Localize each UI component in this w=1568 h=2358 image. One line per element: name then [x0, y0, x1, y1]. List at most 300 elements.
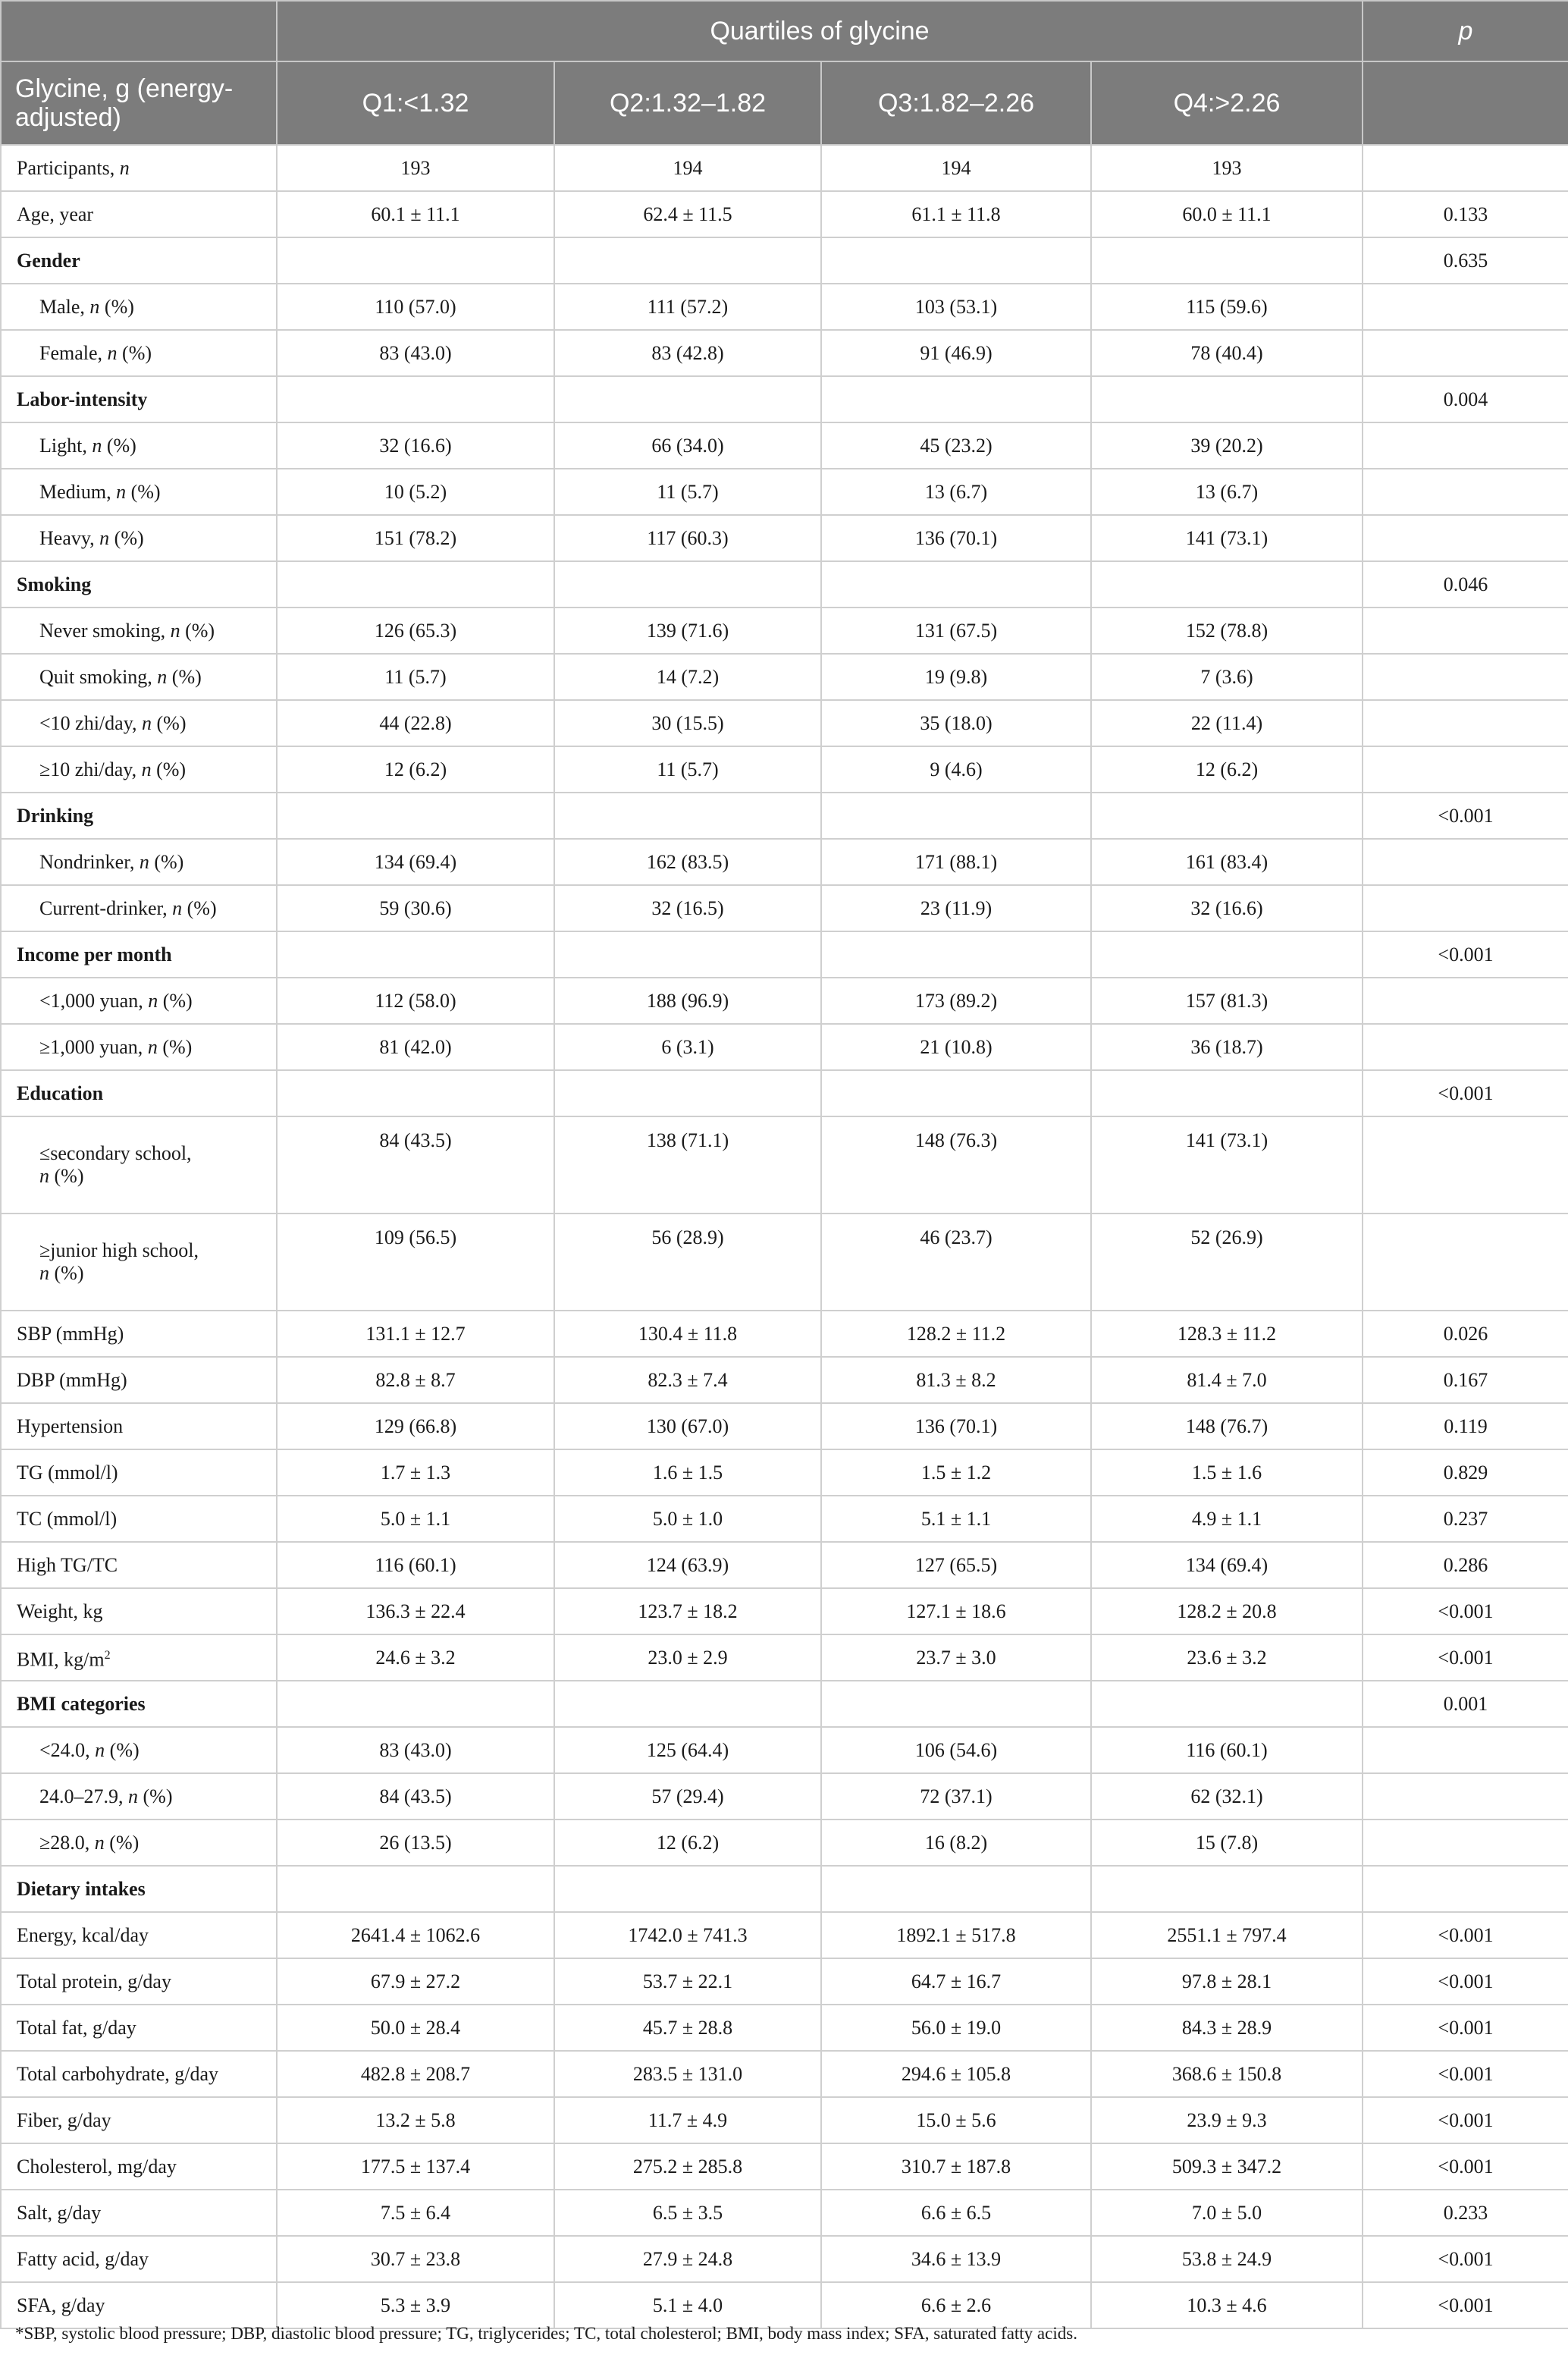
cell-q1: 13.2 ± 5.8 [277, 2097, 554, 2143]
row-label [1, 191, 277, 237]
cell-q1: 116 (60.1) [277, 1542, 554, 1588]
cell-q4: 128.2 ± 20.8 [1091, 1588, 1363, 1634]
cell-q2: 6.5 ± 3.5 [554, 2190, 821, 2236]
cell-q2 [554, 793, 821, 839]
cell-q1: 1.7 ± 1.3 [277, 1449, 554, 1496]
cell-p-value [1363, 1866, 1568, 1912]
row-label-n: n [39, 1262, 49, 1284]
cell-q1 [277, 1866, 554, 1912]
cell-q3: 56.0 ± 19.0 [821, 2005, 1091, 2051]
table-row [1, 1588, 1568, 1634]
cell-q2: 62.4 ± 11.5 [554, 191, 821, 237]
row-label [1, 1214, 277, 1311]
row-label-suffix: (%) [157, 1035, 193, 1058]
row-label [1, 746, 277, 793]
cell-q4: 509.3 ± 347.2 [1091, 2143, 1363, 2190]
table-row [1, 2005, 1568, 2051]
cell-q4: 115 (59.6) [1091, 284, 1363, 330]
table-row [1, 1311, 1568, 1357]
table-body [1, 145, 1568, 2328]
cell-q2 [554, 1681, 821, 1727]
cell-q1: 84 (43.5) [277, 1773, 554, 1820]
table-row [1, 1070, 1568, 1116]
cell-q3: 23.7 ± 3.0 [821, 1634, 1091, 1681]
quartile-header-q4: Q4:>2.26 [1091, 61, 1363, 145]
cell-q4: 368.6 ± 150.8 [1091, 2051, 1363, 2097]
cell-p-value [1363, 1024, 1568, 1070]
row-label-n: n [107, 341, 118, 364]
row-label-text: SFA, g/day [17, 2294, 105, 2316]
row-label-suffix: (%) [49, 1165, 84, 1187]
row-label-n: n [170, 619, 180, 642]
cell-q4: 128.3 ± 11.2 [1091, 1311, 1363, 1357]
table-row [1, 145, 1568, 191]
cell-q3 [821, 561, 1091, 608]
cell-q1: 193 [277, 145, 554, 191]
row-label [1, 1024, 277, 1070]
row-label-text: Fiber, g/day [17, 2108, 111, 2131]
row-label [1, 1403, 277, 1449]
cell-p-value: <0.001 [1363, 1958, 1568, 2005]
cell-q4: 134 (69.4) [1091, 1542, 1363, 1588]
row-label [1, 1496, 277, 1542]
cell-p-value [1363, 839, 1568, 885]
row-label-n: n [142, 711, 152, 734]
cell-q2: 11 (5.7) [554, 746, 821, 793]
cell-q4: 141 (73.1) [1091, 1116, 1363, 1214]
row-label-suffix: (%) [102, 434, 136, 457]
cell-p-value [1363, 608, 1568, 654]
cell-q4: 81.4 ± 7.0 [1091, 1357, 1363, 1403]
cell-q1: 82.8 ± 8.7 [277, 1357, 554, 1403]
cell-p-value: <0.001 [1363, 931, 1568, 978]
row-label-text: Labor-intensity [17, 388, 148, 410]
row-label-text: Quit smoking, [39, 665, 158, 688]
cell-q4: 23.6 ± 3.2 [1091, 1634, 1363, 1681]
quartile-header-q3: Q3:1.82–2.26 [821, 61, 1091, 145]
row-label-suffix: (%) [149, 850, 184, 873]
row-label-text: BMI, kg/m [17, 1648, 105, 1671]
cell-p-value: <0.001 [1363, 1634, 1568, 1681]
cell-q2: 66 (34.0) [554, 422, 821, 469]
row-label [1, 1311, 277, 1357]
cell-q2: 194 [554, 145, 821, 191]
table-row [1, 1403, 1568, 1449]
row-label-text: Fatty acid, g/day [17, 2247, 149, 2270]
cell-q3: 19 (9.8) [821, 654, 1091, 700]
row-label-suffix: (%) [99, 295, 134, 318]
cell-p-value [1363, 1820, 1568, 1866]
cell-q4: 32 (16.6) [1091, 885, 1363, 931]
row-label-n: n [119, 156, 130, 179]
cell-q4: 7.0 ± 5.0 [1091, 2190, 1363, 2236]
row-label-text: ≥junior high school, [39, 1239, 199, 1261]
table-row [1, 469, 1568, 515]
cell-p-value [1363, 1116, 1568, 1214]
cell-q2: 5.0 ± 1.0 [554, 1496, 821, 1542]
cell-q1: 126 (65.3) [277, 608, 554, 654]
row-label-superscript: 2 [104, 1648, 111, 1662]
section-heading [1, 237, 277, 284]
cell-q1: 110 (57.0) [277, 284, 554, 330]
row-label-suffix: (%) [180, 619, 215, 642]
cell-q1: 32 (16.6) [277, 422, 554, 469]
cell-q4: 97.8 ± 28.1 [1091, 1958, 1363, 2005]
cell-p-value: 0.635 [1363, 237, 1568, 284]
table-row [1, 1912, 1568, 1958]
header-empty-cell [1, 1, 277, 61]
cell-p-value [1363, 330, 1568, 376]
cell-p-value: 0.026 [1363, 1311, 1568, 1357]
cell-q3: 136 (70.1) [821, 515, 1091, 561]
row-label-text: <24.0, [39, 1738, 96, 1761]
table-row [1, 1958, 1568, 2005]
row-label [1, 2051, 277, 2097]
cell-p-value: <0.001 [1363, 1588, 1568, 1634]
row-label-n: n [92, 434, 102, 457]
row-label [1, 1820, 277, 1866]
cell-q3 [821, 793, 1091, 839]
row-label-text: Never smoking, [39, 619, 171, 642]
cell-q1: 12 (6.2) [277, 746, 554, 793]
row-label-suffix: (%) [49, 1262, 84, 1284]
row-label [1, 2236, 277, 2282]
section-heading [1, 1681, 277, 1727]
table-row [1, 376, 1568, 422]
cell-q3: 1.5 ± 1.2 [821, 1449, 1091, 1496]
cell-p-value: <0.001 [1363, 1912, 1568, 1958]
row-label-suffix: (%) [182, 896, 217, 919]
cell-q1: 59 (30.6) [277, 885, 554, 931]
row-label [1, 1588, 277, 1634]
cell-p-value: 0.829 [1363, 1449, 1568, 1496]
cell-q4: 2551.1 ± 797.4 [1091, 1912, 1363, 1958]
table-row [1, 2143, 1568, 2190]
table-row [1, 1357, 1568, 1403]
cell-q1: 109 (56.5) [277, 1214, 554, 1311]
cell-q1: 112 (58.0) [277, 978, 554, 1024]
cell-q2: 1742.0 ± 741.3 [554, 1912, 821, 1958]
cell-q2: 45.7 ± 28.8 [554, 2005, 821, 2051]
row-label [1, 839, 277, 885]
row-label [1, 978, 277, 1024]
cell-q2: 275.2 ± 285.8 [554, 2143, 821, 2190]
row-label [1, 515, 277, 561]
cell-q1: 67.9 ± 27.2 [277, 1958, 554, 2005]
cell-p-value: 0.237 [1363, 1496, 1568, 1542]
cell-q3: 310.7 ± 187.8 [821, 2143, 1091, 2190]
table-row [1, 2051, 1568, 2097]
row-label-n: n [128, 1785, 138, 1807]
table-row [1, 1496, 1568, 1542]
row-label [1, 422, 277, 469]
cell-q3: 127.1 ± 18.6 [821, 1588, 1091, 1634]
row-label-text: Salt, g/day [17, 2201, 102, 2224]
row-label-text: <1,000 yuan, [39, 989, 149, 1012]
cell-q3 [821, 376, 1091, 422]
cell-p-value [1363, 145, 1568, 191]
cell-q4 [1091, 793, 1363, 839]
cell-q2: 5.1 ± 4.0 [554, 2282, 821, 2328]
section-heading [1, 793, 277, 839]
cell-q3: 46 (23.7) [821, 1214, 1091, 1311]
cell-q2: 188 (96.9) [554, 978, 821, 1024]
cell-p-value: <0.001 [1363, 2097, 1568, 2143]
cell-q1 [277, 237, 554, 284]
table-row [1, 1542, 1568, 1588]
row-label-text: Heavy, [39, 526, 100, 549]
cell-q4: 193 [1091, 145, 1363, 191]
row-label-n: n [147, 1035, 158, 1058]
section-heading [1, 1070, 277, 1116]
cell-q3: 13 (6.7) [821, 469, 1091, 515]
cell-q2: 125 (64.4) [554, 1727, 821, 1773]
cell-q4 [1091, 376, 1363, 422]
cell-q3 [821, 1070, 1091, 1116]
cell-p-value [1363, 885, 1568, 931]
cell-q3: 136 (70.1) [821, 1403, 1091, 1449]
row-label [1, 145, 277, 191]
row-label-text: Participants, [17, 156, 120, 179]
row-label [1, 1449, 277, 1496]
row-label-text: ≥10 zhi/day, [39, 758, 142, 780]
cell-q1: 81 (42.0) [277, 1024, 554, 1070]
cell-p-value [1363, 469, 1568, 515]
row-label-n: n [99, 526, 110, 549]
table-row [1, 1024, 1568, 1070]
cell-q4: 141 (73.1) [1091, 515, 1363, 561]
cell-q4: 1.5 ± 1.6 [1091, 1449, 1363, 1496]
table-row [1, 654, 1568, 700]
row-label-n: n [139, 850, 149, 873]
section-heading [1, 1866, 277, 1912]
row-label-text: Light, [39, 434, 93, 457]
table-row [1, 700, 1568, 746]
cell-q2: 27.9 ± 24.8 [554, 2236, 821, 2282]
cell-q4: 4.9 ± 1.1 [1091, 1496, 1363, 1542]
table-row [1, 237, 1568, 284]
row-label-text: TC (mmol/l) [17, 1507, 118, 1530]
row-label [1, 1773, 277, 1820]
row-label [1, 2282, 277, 2328]
cell-q3: 6.6 ± 6.5 [821, 2190, 1091, 2236]
cell-q3: 72 (37.1) [821, 1773, 1091, 1820]
cell-q1: 83 (43.0) [277, 1727, 554, 1773]
cell-q4: 36 (18.7) [1091, 1024, 1363, 1070]
cell-q2 [554, 1866, 821, 1912]
cell-q1: 177.5 ± 137.4 [277, 2143, 554, 2190]
row-label [1, 608, 277, 654]
cell-q4: 53.8 ± 24.9 [1091, 2236, 1363, 2282]
cell-q2: 12 (6.2) [554, 1820, 821, 1866]
cell-q2: 11 (5.7) [554, 469, 821, 515]
cell-p-value [1363, 746, 1568, 793]
cell-q4: 60.0 ± 11.1 [1091, 191, 1363, 237]
row-label [1, 1634, 277, 1681]
cell-q4: 62 (32.1) [1091, 1773, 1363, 1820]
cell-q3: 15.0 ± 5.6 [821, 2097, 1091, 2143]
row-label-text: Current-drinker, [39, 896, 173, 919]
row-label-text: Male, [39, 295, 90, 318]
cell-q2: 53.7 ± 22.1 [554, 1958, 821, 2005]
cell-q2: 23.0 ± 2.9 [554, 1634, 821, 1681]
cell-q3: 16 (8.2) [821, 1820, 1091, 1866]
row-label-suffix: (%) [152, 711, 187, 734]
row-label-text: Hypertension [17, 1414, 124, 1437]
cell-q2: 83 (42.8) [554, 330, 821, 376]
cell-q3: 173 (89.2) [821, 978, 1091, 1024]
cell-q3: 294.6 ± 105.8 [821, 2051, 1091, 2097]
row-label-text: Education [17, 1082, 104, 1104]
cell-q2: 82.3 ± 7.4 [554, 1357, 821, 1403]
row-label-text: ≥28.0, [39, 1831, 95, 1854]
cell-q3: 34.6 ± 13.9 [821, 2236, 1091, 2282]
cell-p-value: <0.001 [1363, 2236, 1568, 2282]
cell-q3: 61.1 ± 11.8 [821, 191, 1091, 237]
cell-q2: 130 (67.0) [554, 1403, 821, 1449]
table-row [1, 561, 1568, 608]
row-label [1, 2143, 277, 2190]
cell-q1 [277, 1681, 554, 1727]
cell-q1: 134 (69.4) [277, 839, 554, 885]
cell-p-value: <0.001 [1363, 2282, 1568, 2328]
cell-q1 [277, 376, 554, 422]
table-row [1, 191, 1568, 237]
row-label-suffix: (%) [117, 341, 152, 364]
cell-p-value: 0.233 [1363, 2190, 1568, 2236]
row-label-text: 24.0–27.9, [39, 1785, 128, 1807]
table-row [1, 608, 1568, 654]
cell-p-value: <0.001 [1363, 2005, 1568, 2051]
cell-q4: 23.9 ± 9.3 [1091, 2097, 1363, 2143]
table-row [1, 1449, 1568, 1496]
cell-q3 [821, 1866, 1091, 1912]
cell-q4: 157 (81.3) [1091, 978, 1363, 1024]
row-label-suffix: (%) [126, 480, 161, 503]
quartiles-group-title: Quartiles of glycine [277, 1, 1363, 61]
cell-q3: 127 (65.5) [821, 1542, 1091, 1588]
row-label-text: SBP (mmHg) [17, 1322, 124, 1345]
table-row [1, 839, 1568, 885]
row-label [1, 2097, 277, 2143]
cell-q1: 30.7 ± 23.8 [277, 2236, 554, 2282]
row-label [1, 1116, 277, 1214]
cell-q4: 152 (78.8) [1091, 608, 1363, 654]
cell-q2: 6 (3.1) [554, 1024, 821, 1070]
cell-q4: 7 (3.6) [1091, 654, 1363, 700]
table-row [1, 885, 1568, 931]
cell-q4 [1091, 237, 1363, 284]
table-row [1, 931, 1568, 978]
row-label-text: Female, [39, 341, 108, 364]
section-heading [1, 561, 277, 608]
cell-q3: 9 (4.6) [821, 746, 1091, 793]
table-row [1, 422, 1568, 469]
cell-q3 [821, 237, 1091, 284]
row-label-suffix: (%) [109, 526, 144, 549]
cell-q4: 12 (6.2) [1091, 746, 1363, 793]
cell-q3: 171 (88.1) [821, 839, 1091, 885]
row-label [1, 469, 277, 515]
cell-q3: 131 (67.5) [821, 608, 1091, 654]
cell-q1: 5.3 ± 3.9 [277, 2282, 554, 2328]
row-label-text: Weight, kg [17, 1600, 103, 1622]
table-row [1, 2236, 1568, 2282]
row-label-n: n [172, 896, 183, 919]
row-label [1, 1912, 277, 1958]
cell-q2: 14 (7.2) [554, 654, 821, 700]
cell-q3: 91 (46.9) [821, 330, 1091, 376]
cell-q1: 131.1 ± 12.7 [277, 1311, 554, 1357]
cell-q4: 84.3 ± 28.9 [1091, 2005, 1363, 2051]
cell-q4: 148 (76.7) [1091, 1403, 1363, 1449]
cell-p-value [1363, 422, 1568, 469]
cell-q3: 5.1 ± 1.1 [821, 1496, 1091, 1542]
row-label-n: n [157, 665, 168, 688]
cell-q2: 1.6 ± 1.5 [554, 1449, 821, 1496]
table-row [1, 1727, 1568, 1773]
cell-q2: 30 (15.5) [554, 700, 821, 746]
cell-p-value: 0.001 [1363, 1681, 1568, 1727]
cell-q1 [277, 931, 554, 978]
cell-p-value: <0.001 [1363, 793, 1568, 839]
table-row [1, 978, 1568, 1024]
cell-q1: 7.5 ± 6.4 [277, 2190, 554, 2236]
table-row [1, 515, 1568, 561]
row-label-suffix: (%) [138, 1785, 173, 1807]
cell-p-value [1363, 654, 1568, 700]
cell-q4: 39 (20.2) [1091, 422, 1363, 469]
cell-q4: 52 (26.9) [1091, 1214, 1363, 1311]
row-label-text: Total protein, g/day [17, 1970, 171, 1992]
cell-q2: 57 (29.4) [554, 1773, 821, 1820]
cell-q4: 15 (7.8) [1091, 1820, 1363, 1866]
row-label-text: DBP (mmHg) [17, 1368, 127, 1391]
cell-q2: 56 (28.9) [554, 1214, 821, 1311]
cell-q4 [1091, 561, 1363, 608]
row-label [1, 2190, 277, 2236]
row-label-text: Cholesterol, mg/day [17, 2155, 177, 2177]
glycine-row-label: Glycine, g (energy-adjusted) [1, 61, 277, 145]
row-label-suffix: (%) [151, 758, 187, 780]
cell-q1 [277, 793, 554, 839]
row-label-n: n [116, 480, 127, 503]
table-row [1, 330, 1568, 376]
cell-p-value: <0.001 [1363, 2143, 1568, 2190]
cell-q3 [821, 931, 1091, 978]
cell-q3: 1892.1 ± 517.8 [821, 1912, 1091, 1958]
cell-q4: 13 (6.7) [1091, 469, 1363, 515]
cell-q3: 64.7 ± 16.7 [821, 1958, 1091, 2005]
row-label [1, 1727, 277, 1773]
cell-q1: 83 (43.0) [277, 330, 554, 376]
row-label-text: BMI categories [17, 1692, 146, 1715]
row-label-text: Energy, kcal/day [17, 1923, 149, 1946]
cell-q4: 78 (40.4) [1091, 330, 1363, 376]
table-row [1, 2282, 1568, 2328]
row-label-text: Total carbohydrate, g/day [17, 2062, 219, 2085]
row-label-text: Age, year [17, 203, 94, 225]
cell-q2 [554, 1070, 821, 1116]
cell-q3: 6.6 ± 2.6 [821, 2282, 1091, 2328]
cell-q4 [1091, 1070, 1363, 1116]
cell-q2 [554, 376, 821, 422]
row-label-text: ≤secondary school, [39, 1142, 192, 1164]
row-label-n: n [39, 1165, 49, 1187]
row-label-text: Medium, [39, 480, 117, 503]
cell-p-value: 0.286 [1363, 1542, 1568, 1588]
cell-p-value: 0.004 [1363, 376, 1568, 422]
